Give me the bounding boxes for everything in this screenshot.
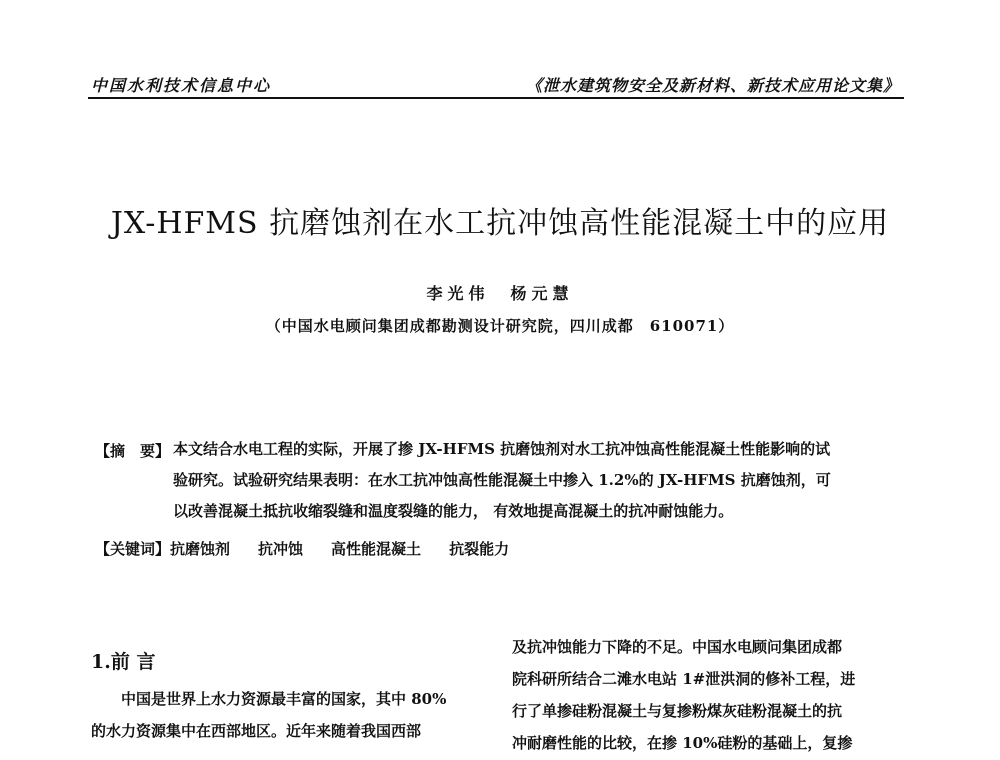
paper-title: JX-HFMS 抗磨蚀剂在水工抗冲蚀高性能混凝土中的应用	[110, 206, 890, 241]
section-heading-introduction: 1.前 言	[91, 651, 156, 673]
body-line: 中国是世界上水力资源最丰富的国家，其中 80%	[121, 690, 447, 708]
body-column-right	[512, 631, 902, 759]
keyword-item: 高性能混凝土	[331, 540, 422, 558]
keyword-item: 抗裂能力	[449, 540, 510, 558]
body-line: 冲耐磨性能的比较，在掺 10%硅粉的基础上，复掺	[512, 734, 853, 752]
keyword-item: 抗冲蚀	[258, 540, 304, 558]
abstract-line: 本文结合水电工程的实际，开展了掺 JX-HFMS 抗磨蚀剂对水工抗冲蚀高性能混凝土性能影响的试	[173, 440, 831, 458]
abstract-line: 验研究。试验研究结果表明：在水工抗冲蚀高性能混凝土中掺入 1.2%的 JX-HFMS 抗磨蚀剂，可	[173, 471, 831, 489]
header-rule	[88, 97, 904, 99]
body-line: 院科研所结合二滩水电站 1#泄洪洞的修补工程，进	[512, 670, 856, 688]
authors: 李光伟 杨元慧	[426, 284, 574, 303]
abstract-line: 以改善混凝土抵抗收缩裂缝和温度裂缝的能力， 有效地提高混凝土的抗冲耐蚀能力。	[173, 502, 734, 520]
abstract-label: 【摘 要】	[95, 442, 171, 460]
running-header-left: 中国水利技术信息中心	[91, 76, 272, 95]
keyword-item: 抗磨蚀剂	[170, 540, 231, 558]
running-header-right: 《泄水建筑物安全及新材料、新技术应用论文集》	[525, 76, 900, 95]
keywords-block	[95, 538, 537, 559]
body-line: 及抗冲蚀能力下降的不足。中国水电顾问集团成都	[512, 638, 843, 656]
body-line: 行了单掺硅粉混凝土与复掺粉煤灰硅粉混凝土的抗	[512, 702, 843, 720]
keywords-label: 【关键词】	[95, 540, 171, 558]
abstract-block	[95, 440, 900, 527]
body-line: 的水力资源集中在西部地区。近年来随着我国西部	[91, 722, 422, 740]
abstract-text	[173, 434, 900, 527]
body-column-left	[91, 683, 486, 747]
affiliation: （中国水电顾问集团成都勘测设计研究院，四川成都 610071）	[265, 317, 735, 335]
